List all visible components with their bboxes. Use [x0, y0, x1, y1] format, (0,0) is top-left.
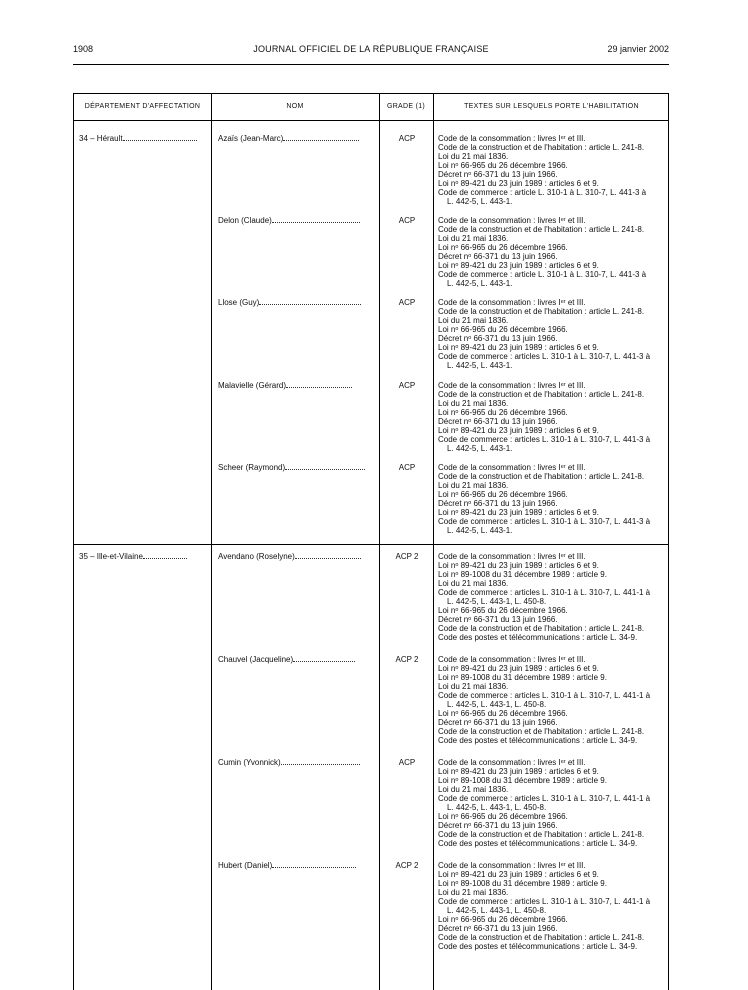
legal-reference: L. 442-5, L. 443-1, L. 450-8.: [447, 803, 547, 812]
legal-reference: Code de la construction et de l'habitation : article L. 241-8.: [438, 727, 645, 736]
legal-reference: Loi nᵒ 89-421 du 23 juin 1989 : articles 6 et 9.: [438, 343, 599, 352]
legal-reference: Loi nᵒ 89-421 du 23 juin 1989 : articles 6 et 9.: [438, 664, 599, 673]
legal-reference: Code de la construction et de l'habitation : article L. 241-8.: [438, 472, 645, 481]
legal-reference: Code de la construction et de l'habitation : article L. 241-8.: [438, 143, 645, 152]
table-header: [74, 94, 668, 121]
column-divider: [211, 94, 212, 990]
legal-reference: L. 442-5, L. 443-1.: [447, 444, 513, 453]
legal-reference: Code de la consommation : livres Iᵉʳ et III.: [438, 861, 586, 870]
legal-reference: Loi nᵒ 66-965 du 26 décembre 1966.: [438, 915, 568, 924]
legal-reference: Loi nᵒ 66-965 du 26 décembre 1966.: [438, 490, 568, 499]
legal-reference: Code de la consommation : livres Iᵉʳ et III.: [438, 552, 586, 561]
legal-reference: L. 442-5, L. 443-1.: [447, 526, 513, 535]
dot-leader: [123, 134, 197, 141]
name-cell: [218, 655, 373, 664]
legal-reference: Code de commerce : articles L. 310-1 à L. 310-7, L. 441-3 à: [438, 352, 651, 361]
person-name: Chauvel (Jacqueline): [218, 655, 294, 664]
grade-cell: ACP: [398, 216, 416, 225]
legal-reference: L. 442-5, L. 443-1, L. 450-8.: [447, 700, 547, 709]
legal-reference: L. 442-5, L. 443-1.: [447, 361, 513, 370]
legal-reference: Loi nᵒ 66-965 du 26 décembre 1966.: [438, 408, 568, 417]
page-number: 1908: [73, 44, 94, 54]
legal-reference: Code des postes et télécommunications : article L. 34-9.: [438, 942, 638, 951]
dot-leader: [281, 758, 361, 765]
name-cell: [218, 861, 373, 870]
dot-leader: [283, 134, 358, 141]
legal-reference: Décret nᵒ 66-371 du 13 juin 1966.: [438, 924, 558, 933]
legal-reference: Code de la consommation : livres Iᵉʳ et III.: [438, 655, 586, 664]
person-name: Scheer (Raymond): [218, 463, 286, 472]
legal-reference: L. 442-5, L. 443-1.: [447, 279, 513, 288]
grade-cell: ACP 2: [395, 552, 419, 561]
legal-reference: Loi du 21 mai 1836.: [438, 888, 509, 897]
legal-reference: Code de la consommation : livres Iᵉʳ et III.: [438, 134, 586, 143]
legal-reference: Loi nᵒ 89-421 du 23 juin 1989 : articles 6 et 9.: [438, 508, 599, 517]
department-cell: [79, 134, 207, 143]
department-cell: [79, 552, 207, 561]
legal-reference: Loi nᵒ 89-421 du 23 juin 1989 : articles 6 et 9.: [438, 261, 599, 270]
legal-reference: Code de la consommation : livres Iᵉʳ et III.: [438, 298, 586, 307]
legal-reference: Code de commerce : articles L. 310-1 à L. 310-7, L. 441-1 à: [438, 794, 651, 803]
legal-reference: Code de commerce : articles L. 310-1 à L. 310-7, L. 441-1 à: [438, 588, 651, 597]
legal-reference: Loi nᵒ 89-421 du 23 juin 1989 : articles 6 et 9.: [438, 870, 599, 879]
person-name: Delon (Claude): [218, 216, 272, 225]
habilitation-table: [73, 93, 669, 990]
name-cell: [218, 552, 373, 561]
texts-cell: [438, 861, 668, 951]
legal-reference: Loi nᵒ 66-965 du 26 décembre 1966.: [438, 709, 568, 718]
legal-reference: Loi du 21 mai 1836.: [438, 399, 509, 408]
dot-leader: [143, 552, 187, 559]
column-header-department: DÉPARTEMENT D'AFFECTATION: [84, 103, 201, 110]
legal-reference: Loi nᵒ 66-965 du 26 décembre 1966.: [438, 812, 568, 821]
column-header-texts: TEXTES SUR LESQUELS PORTE L'HABILITATION: [464, 103, 639, 110]
texts-cell: [438, 463, 668, 535]
legal-reference: Loi nᵒ 66-965 du 26 décembre 1966.: [438, 243, 568, 252]
legal-reference: L. 442-5, L. 443-1.: [447, 197, 513, 206]
legal-reference: Loi du 21 mai 1836.: [438, 682, 509, 691]
legal-reference: Décret nᵒ 66-371 du 13 juin 1966.: [438, 821, 558, 830]
legal-reference: Loi du 21 mai 1836.: [438, 152, 509, 161]
grade-cell: ACP 2: [395, 861, 419, 870]
column-header-name: NOM: [286, 103, 304, 110]
legal-reference: Code de la construction et de l'habitation : article L. 241-8.: [438, 624, 645, 633]
person-name: Cumin (Yvonnick): [218, 758, 281, 767]
legal-reference: L. 442-5, L. 443-1, L. 450-8.: [447, 597, 547, 606]
legal-reference: Code de la construction et de l'habitation : article L. 241-8.: [438, 830, 645, 839]
legal-reference: Décret nᵒ 66-371 du 13 juin 1966.: [438, 417, 558, 426]
dot-leader: [285, 463, 365, 470]
legal-reference: Code de la consommation : livres Iᵉʳ et III.: [438, 758, 586, 767]
texts-cell: [438, 655, 668, 745]
issue-date: 29 janvier 2002: [607, 44, 669, 54]
legal-reference: Loi du 21 mai 1836.: [438, 481, 509, 490]
department-name: 35 – Ille-et-Vilaine: [79, 552, 143, 561]
person-name: Azaïs (Jean-Marc): [218, 134, 284, 143]
grade-cell: ACP: [398, 298, 416, 307]
legal-reference: Code de la construction et de l'habitation : article L. 241-8.: [438, 933, 645, 942]
texts-cell: [438, 134, 668, 206]
legal-reference: Code de commerce : articles L. 310-1 à L. 310-7, L. 441-1 à: [438, 897, 651, 906]
legal-reference: Décret nᵒ 66-371 du 13 juin 1966.: [438, 334, 558, 343]
grade-cell: ACP: [398, 381, 416, 390]
legal-reference: Loi du 21 mai 1836.: [438, 234, 509, 243]
grade-cell: ACP: [398, 134, 416, 143]
person-name: Malavielle (Gérard): [218, 381, 287, 390]
dot-leader: [259, 298, 361, 305]
dot-leader: [295, 552, 361, 559]
texts-cell: [438, 552, 668, 642]
dot-leader: [293, 655, 355, 662]
name-cell: [218, 216, 373, 225]
legal-reference: Code de commerce : articles L. 310-1 à L. 310-7, L. 441-3 à: [438, 517, 651, 526]
legal-reference: Décret nᵒ 66-371 du 13 juin 1966.: [438, 615, 558, 624]
legal-reference: Loi du 21 mai 1836.: [438, 579, 509, 588]
dot-leader: [286, 381, 352, 388]
legal-reference: Loi du 21 mai 1836.: [438, 785, 509, 794]
texts-cell: [438, 758, 668, 848]
name-cell: [218, 758, 373, 767]
group-divider: [74, 544, 668, 545]
legal-reference: Code des postes et télécommunications : article L. 34-9.: [438, 839, 638, 848]
person-name: Hubert (Daniel): [218, 861, 273, 870]
name-cell: [218, 381, 373, 390]
legal-reference: L. 442-5, L. 443-1, L. 450-8.: [447, 906, 547, 915]
grade-cell: ACP 2: [395, 655, 419, 664]
name-cell: [218, 134, 373, 143]
legal-reference: Code de la construction et de l'habitation : article L. 241-8.: [438, 390, 645, 399]
legal-reference: Décret nᵒ 66-371 du 13 juin 1966.: [438, 499, 558, 508]
legal-reference: Loi nᵒ 89-421 du 23 juin 1989 : articles 6 et 9.: [438, 426, 599, 435]
legal-reference: Code de commerce : articles L. 310-1 à L. 310-7, L. 441-1 à: [438, 691, 651, 700]
legal-reference: Loi nᵒ 89-1008 du 31 décembre 1989 : article 9.: [438, 673, 607, 682]
texts-cell: [438, 298, 668, 370]
grade-cell: ACP: [398, 463, 416, 472]
texts-cell: [438, 381, 668, 453]
texts-cell: [438, 216, 668, 288]
legal-reference: Décret nᵒ 66-371 du 13 juin 1966.: [438, 252, 558, 261]
department-name: 34 – Hérault: [79, 134, 123, 143]
person-name: Avendano (Roselyne): [218, 552, 295, 561]
legal-reference: Code des postes et télécommunications : article L. 34-9.: [438, 633, 638, 642]
legal-reference: Code de la consommation : livres Iᵉʳ et III.: [438, 216, 586, 225]
legal-reference: Décret nᵒ 66-371 du 13 juin 1966.: [438, 718, 558, 727]
legal-reference: Code de commerce : article L. 310-1 à L. 310-7, L. 441-3 à: [438, 270, 647, 279]
legal-reference: Loi nᵒ 89-1008 du 31 décembre 1989 : article 9.: [438, 776, 607, 785]
legal-reference: Code de commerce : article L. 310-1 à L. 310-7, L. 441-3 à: [438, 188, 647, 197]
legal-reference: Code de la consommation : livres Iᵉʳ et III.: [438, 463, 586, 472]
column-header-grade: GRADE (1): [386, 103, 426, 110]
person-name: Llose (Guy): [218, 298, 260, 307]
legal-reference: Loi nᵒ 89-421 du 23 juin 1989 : articles 6 et 9.: [438, 561, 599, 570]
name-cell: [218, 463, 373, 472]
legal-reference: Décret nᵒ 66-371 du 13 juin 1966.: [438, 170, 558, 179]
dot-leader: [272, 861, 356, 868]
grade-cell: ACP: [398, 758, 416, 767]
legal-reference: Code de la consommation : livres Iᵉʳ et III.: [438, 381, 586, 390]
legal-reference: Code des postes et télécommunications : article L. 34-9.: [438, 736, 638, 745]
legal-reference: Code de la construction et de l'habitation : article L. 241-8.: [438, 307, 645, 316]
legal-reference: Code de commerce : articles L. 310-1 à L. 310-7, L. 441-3 à: [438, 435, 651, 444]
legal-reference: Code de la construction et de l'habitation : article L. 241-8.: [438, 225, 645, 234]
column-divider: [379, 94, 380, 990]
legal-reference: Loi nᵒ 89-421 du 23 juin 1989 : articles 6 et 9.: [438, 767, 599, 776]
column-divider: [433, 94, 434, 990]
page-header: [73, 44, 669, 58]
name-cell: [218, 298, 373, 307]
legal-reference: Loi nᵒ 89-1008 du 31 décembre 1989 : article 9.: [438, 879, 607, 888]
legal-reference: Loi nᵒ 89-1008 du 31 décembre 1989 : article 9.: [438, 570, 607, 579]
legal-reference: Loi nᵒ 66-965 du 26 décembre 1966.: [438, 325, 568, 334]
journal-title: JOURNAL OFFICIEL DE LA RÉPUBLIQUE FRANÇAISE: [253, 44, 489, 54]
legal-reference: Loi nᵒ 89-421 du 23 juin 1989 : articles 6 et 9.: [438, 179, 599, 188]
legal-reference: Loi nᵒ 66-965 du 26 décembre 1966.: [438, 606, 568, 615]
legal-reference: Loi nᵒ 66-965 du 26 décembre 1966.: [438, 161, 568, 170]
header-rule: [73, 64, 669, 65]
dot-leader: [272, 216, 360, 223]
legal-reference: Loi du 21 mai 1836.: [438, 316, 509, 325]
